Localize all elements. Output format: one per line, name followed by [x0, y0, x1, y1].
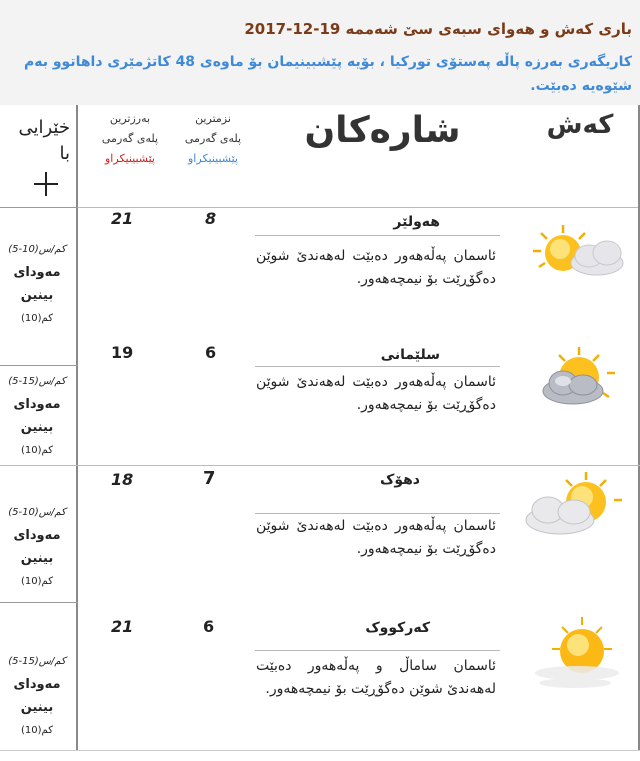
forecast-description: ئاسمان پەڵەهەور دەبێت لەهەندێ شوێن دەگۆڕێت بۆ نیمچەهەور. — [256, 518, 496, 557]
city-underline — [255, 650, 500, 651]
page-header — [0, 0, 640, 105]
city-underline — [255, 366, 500, 367]
forecast-summary: کاریگەری بەرزە پاڵە پەستۆی تورکیا ، بۆیە پێشبینیمان بۆ ماوەی 48 کاتژمێری داهاتوو بەم شێوەیە دەبێت. — [23, 54, 632, 94]
row-divider — [78, 207, 638, 208]
min-temp-value: 8 — [205, 209, 217, 228]
page-title: باری کەش و هەوای سبەی سێ شەممە 19-12-2017 — [244, 20, 632, 38]
row-divider — [0, 207, 78, 208]
city-name: سلێمانی — [380, 347, 440, 363]
min-temp-column-header: نزمترین پلەی گەرمی پێشبینیکراو — [184, 112, 242, 165]
table-bottom-border — [0, 750, 640, 751]
wind-info: (5-15)کم/س مەودای بینین (10)کم — [8, 656, 66, 736]
row-divider — [0, 602, 78, 603]
max-temp-value: 19 — [111, 343, 134, 362]
wind-info: (5-10)کم/س مەودای بینین (10)کم — [8, 244, 66, 324]
city-underline — [255, 513, 500, 514]
city-name: هەولێر — [393, 214, 440, 230]
row-divider — [0, 365, 78, 366]
max-temp-value: 21 — [111, 617, 134, 636]
min-temp-value: 6 — [203, 617, 215, 636]
forecast-description: ئاسمان پەڵەهەور دەبێت لەهەندێ شوێن دەگۆڕێت بۆ نیمچەهەور. — [256, 248, 496, 287]
wind-info: (5-10)کم/س مەودای بینین (10)کم — [8, 507, 66, 587]
row-divider — [0, 465, 640, 466]
wind-info: (5-15)کم/س مەودای بینین (10)کم — [8, 376, 66, 456]
max-temp-value: 18 — [111, 470, 134, 489]
city-name: کەرکووک — [365, 620, 430, 636]
forecast-table — [0, 105, 640, 761]
sun-behind-cloud-icon — [533, 345, 617, 415]
forecast-description: ئاسمان ساماڵ و پەڵەهەور دەبێت لەهەندێ شوێن دەگۆڕێت بۆ نیمچەهەور. — [256, 658, 496, 697]
city-name: دهۆک — [379, 472, 420, 488]
city-underline — [255, 235, 500, 236]
column-divider — [76, 105, 78, 750]
wind-column-header: خێرایی با — [18, 117, 70, 164]
min-temp-value: 7 — [203, 468, 216, 489]
max-temp-value: 21 — [111, 209, 134, 228]
sun-haze-icon — [527, 615, 627, 695]
plus-icon[interactable] — [34, 172, 58, 196]
weather-column-header: کەش — [546, 110, 614, 140]
forecast-description: ئاسمان پەڵەهەور دەبێت لەهەندێ شوێن دەگۆڕێت بۆ نیمچەهەور. — [256, 374, 496, 413]
sun-cloud-icon — [527, 223, 627, 278]
cities-column-header: شارەکان — [304, 110, 461, 151]
max-temp-column-header: بەرزترین پلەی گەرمی پێشبینیکراو — [101, 112, 159, 165]
min-temp-value: 6 — [205, 343, 217, 362]
cloud-sun-icon — [518, 470, 628, 540]
